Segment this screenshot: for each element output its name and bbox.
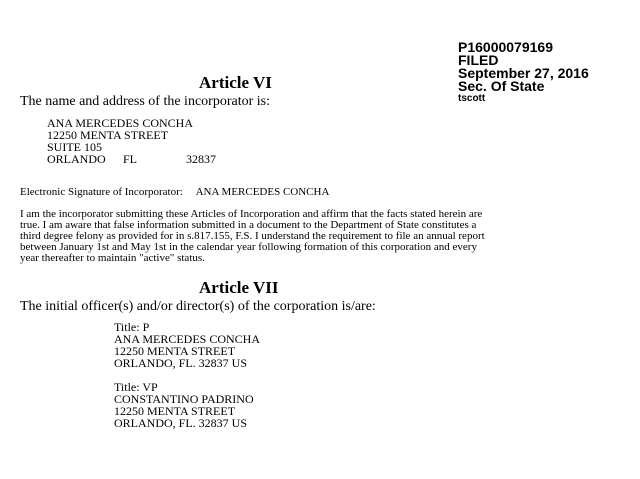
article-vi-heading: Article VI	[199, 73, 272, 92]
officer-street: 12250 MENTA STREET	[114, 404, 236, 418]
filed-label: FILED	[458, 52, 499, 68]
incorporator-zip: 32837	[186, 152, 216, 166]
incorporator-city-line	[47, 152, 216, 166]
filing-office: Sec. Of State	[458, 78, 545, 94]
statement-line: I am the incorporator submitting these Articles of Incorporation and affirm that the facts stated herein are	[20, 208, 483, 220]
statement-line: between January 1st and May 1st in the calendar year following formation of this corporation and every	[20, 241, 477, 253]
signature-label: Electronic Signature of Incorporator:	[20, 186, 183, 198]
officer-name: CONSTANTINO PADRINO	[114, 392, 254, 406]
officer-title: Title: VP	[114, 380, 158, 394]
article-vii-heading: Article VII	[199, 278, 279, 297]
officer-block	[114, 381, 254, 429]
incorporator-state: FL	[123, 152, 138, 166]
incorporator-street: 12250 MENTA STREET	[47, 128, 169, 142]
officer-street: 12250 MENTA STREET	[114, 344, 236, 358]
officer-city: ORLANDO, FL. 32837 US	[114, 356, 248, 370]
incorporator-intro: The name and address of the incorporator is:	[20, 94, 270, 109]
incorporator-statement	[20, 209, 485, 264]
signature-line	[20, 186, 329, 198]
filing-stamp	[458, 40, 589, 104]
incorporator-suite: SUITE 105	[47, 140, 102, 154]
officer-name: ANA MERCEDES CONCHA	[114, 332, 261, 346]
incorporator-name: ANA MERCEDES CONCHA	[47, 116, 194, 130]
officer-block	[114, 321, 260, 369]
statement-line: true. I am aware that false information submitted in a document to the Department of State constitutes a	[20, 219, 477, 231]
filed-date: September 27, 2016	[458, 65, 589, 81]
officer-title: Title: P	[114, 320, 150, 334]
incorporator-address	[47, 116, 216, 166]
statement-line: year thereafter to maintain "active" status.	[20, 252, 205, 264]
incorporator-city: ORLANDO	[47, 152, 106, 166]
signature-value: ANA MERCEDES CONCHA	[195, 186, 330, 198]
clerk-name: tscott	[458, 93, 486, 104]
statement-line: third degree felony as provided for in s.817.155, F.S. I understand the requirement to file an annual report	[20, 230, 485, 242]
officer-city: ORLANDO, FL. 32837 US	[114, 416, 248, 430]
document-number: P16000079169	[458, 39, 553, 55]
officers-intro: The initial officer(s) and/or director(s) of the corporation is/are:	[20, 299, 376, 314]
